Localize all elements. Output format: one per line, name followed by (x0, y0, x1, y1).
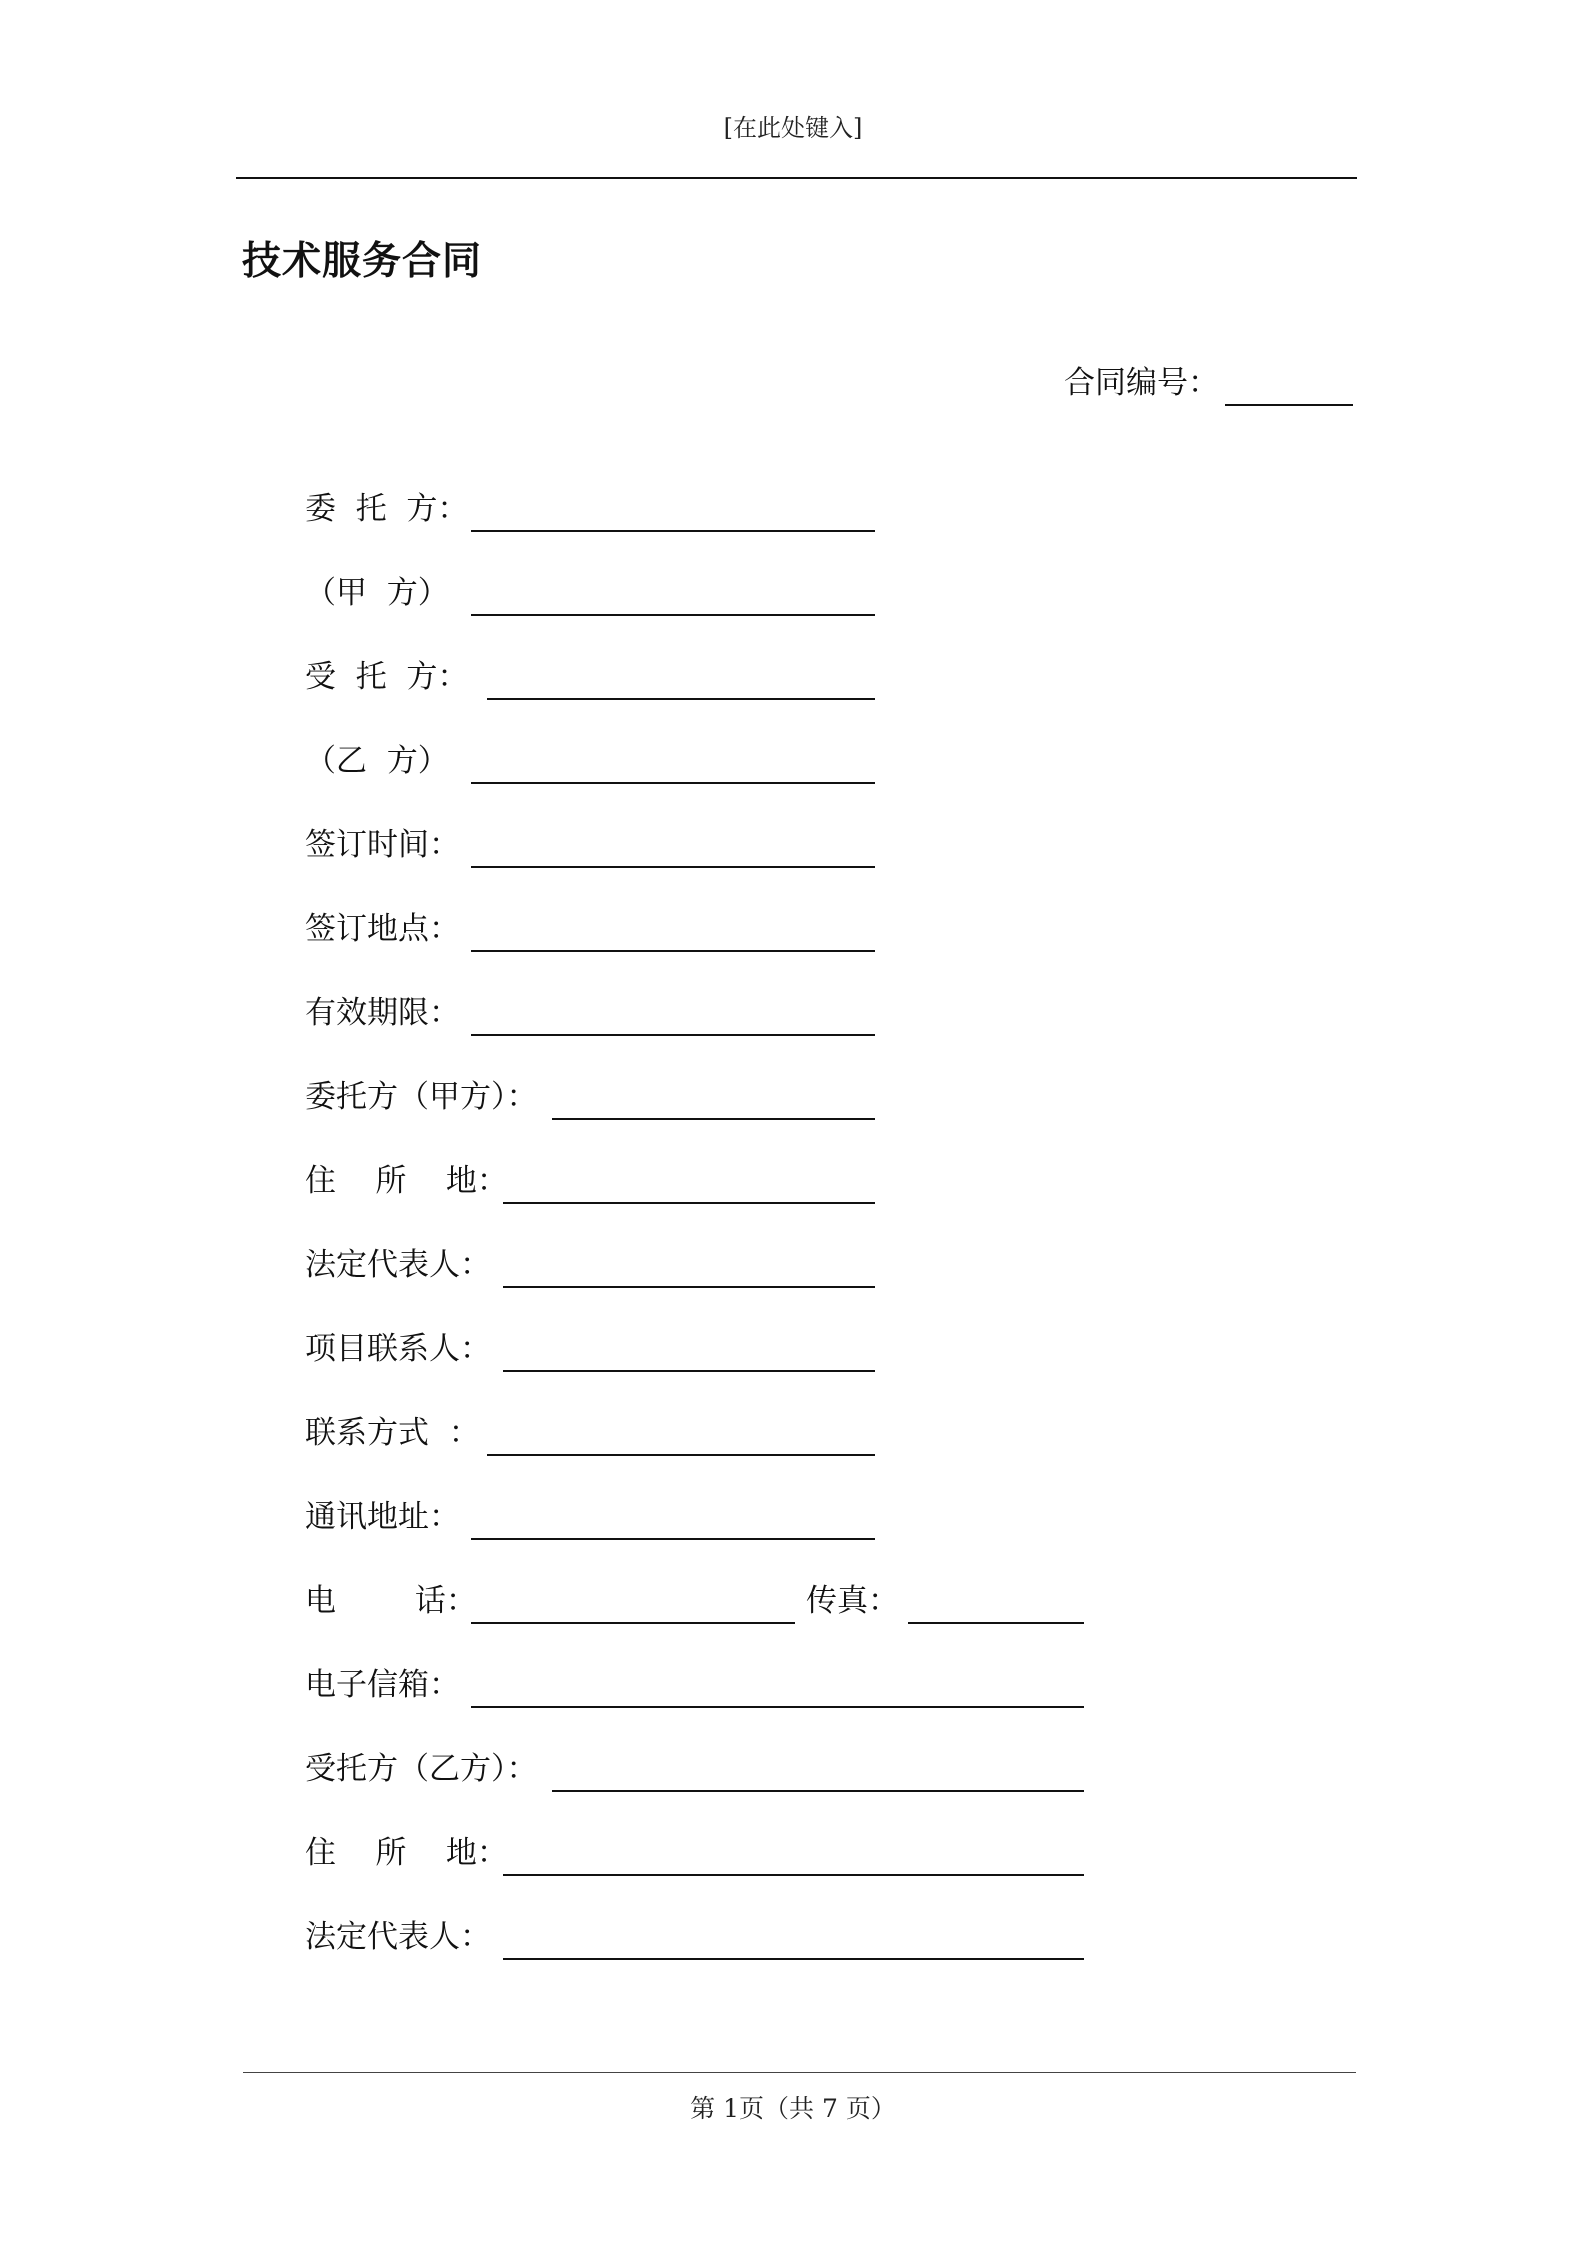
contract-number-blank[interactable] (1225, 404, 1353, 406)
fax-blank[interactable] (908, 1622, 1084, 1624)
footer-divider (243, 2072, 1356, 2073)
page-number: 第 1页（共 7 页） (690, 2094, 896, 2123)
party-b-legal-rep-label: 法定代表人： (305, 1919, 491, 1955)
party-b-label: （乙 方） (305, 743, 449, 779)
header-divider (236, 177, 1357, 179)
client-party-a-blank[interactable] (552, 1118, 875, 1120)
party-b-legal-rep-blank[interactable] (503, 1958, 1084, 1960)
signing-date-field (305, 820, 875, 870)
fax-field (806, 1576, 1084, 1626)
signing-place-blank[interactable] (471, 950, 875, 952)
signing-place-field (305, 904, 875, 954)
party-a-blank[interactable] (471, 614, 875, 616)
project-contact-label: 项目联系人： (305, 1331, 491, 1367)
mailing-address-field (305, 1492, 875, 1542)
party-a-legal-rep-blank[interactable] (503, 1286, 875, 1288)
party-b-field (305, 736, 875, 786)
mailing-address-blank[interactable] (471, 1538, 875, 1540)
party-b-legal-rep-field (305, 1912, 1084, 1962)
validity-period-label: 有效期限： (305, 995, 460, 1031)
party-a-field (305, 568, 875, 618)
party-b-address-label: 住 所 地： (305, 1835, 508, 1871)
phone-field (305, 1576, 795, 1626)
email-blank[interactable] (471, 1706, 1084, 1708)
client-party-a-field (305, 1072, 875, 1122)
contractor-field (305, 652, 875, 702)
party-b-address-blank[interactable] (503, 1874, 1084, 1876)
fax-label: 传真： (806, 1583, 899, 1619)
phone-label: 电 话： (305, 1583, 477, 1619)
contractor-party-b-blank[interactable] (552, 1790, 1084, 1792)
party-a-address-blank[interactable] (503, 1202, 875, 1204)
client-label: 委 托 方： (305, 491, 469, 527)
party-a-address-field (305, 1156, 875, 1206)
signing-date-blank[interactable] (471, 866, 875, 868)
validity-period-blank[interactable] (471, 1034, 875, 1036)
contact-method-label: 联系方式 ： (305, 1415, 480, 1451)
contact-method-blank[interactable] (487, 1454, 875, 1456)
contact-method-field (305, 1408, 875, 1458)
party-a-legal-rep-label: 法定代表人： (305, 1247, 491, 1283)
contract-number-label: 合同编号： (1064, 365, 1219, 401)
client-blank[interactable] (471, 530, 875, 532)
contractor-party-b-field (305, 1744, 1084, 1794)
mailing-address-label: 通讯地址： (305, 1499, 460, 1535)
party-b-blank[interactable] (471, 782, 875, 784)
party-a-legal-rep-field (305, 1240, 875, 1290)
contractor-label: 受 托 方： (305, 659, 469, 695)
page-header[interactable]: [在此处键入] (723, 114, 863, 142)
party-a-address-label: 住 所 地： (305, 1163, 508, 1199)
contractor-party-b-label: 受托方（乙方）： (305, 1751, 538, 1787)
email-label: 电子信箱： (305, 1667, 460, 1703)
validity-period-field (305, 988, 875, 1038)
contractor-blank[interactable] (487, 698, 875, 700)
party-a-label: （甲 方） (305, 575, 449, 611)
project-contact-field (305, 1324, 875, 1374)
contract-number-field (1064, 358, 1353, 408)
party-b-address-field (305, 1828, 1084, 1878)
client-field (305, 484, 875, 534)
email-field (305, 1660, 1084, 1710)
client-party-a-label: 委托方（甲方）： (305, 1079, 538, 1115)
signing-place-label: 签订地点： (305, 911, 460, 947)
phone-blank[interactable] (471, 1622, 795, 1624)
document-title: 技术服务合同 (242, 239, 483, 284)
project-contact-blank[interactable] (503, 1370, 875, 1372)
signing-date-label: 签订时间： (305, 827, 460, 863)
